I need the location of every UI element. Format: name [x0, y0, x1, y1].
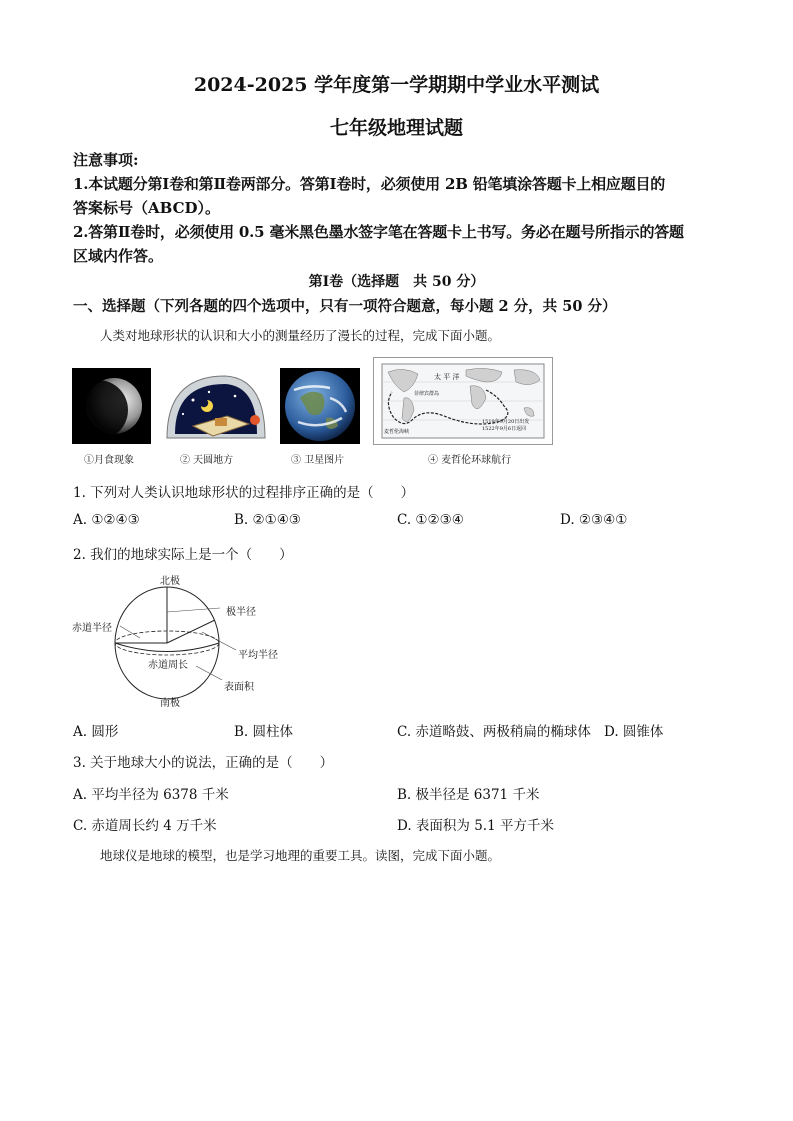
globe-mean-radius-label: 平均半径 — [238, 650, 278, 661]
q3-option-b[interactable]: B. 极半径是 6371 千米 — [397, 787, 540, 803]
intro-paragraph-2: 地球仪是地球的模型，也是学习地理的重要工具。读图，完成下面小题。 — [100, 848, 501, 863]
caption-3: ③ 卫星图片 — [291, 455, 345, 466]
question-3-stem: 3. 关于地球大小的说法，正确的是（ ） — [73, 755, 334, 771]
caption-4: ④ 麦哲伦环球航行 — [428, 455, 512, 466]
q1-option-c[interactable]: C. ①②③④ — [397, 512, 464, 528]
notice-item2-line2: 区域内作答。 — [73, 247, 164, 265]
q3-option-c[interactable]: C. 赤道周长约 4 万千米 — [73, 818, 217, 834]
notice-item1-line2: 答案标号（ABCD）。 — [73, 199, 221, 217]
q2-option-c[interactable]: C. 赤道略鼓、两极稍扁的椭球体 — [397, 724, 591, 740]
q1-option-b[interactable]: B. ②①④③ — [234, 512, 301, 528]
question-1-stem: 1. 下列对人类认识地球形状的过程排序正确的是（ ） — [73, 485, 415, 501]
exam-subtitle: 七年级地理试题 — [329, 117, 463, 139]
exam-title: 2024-2025 学年度第一学期期中学业水平测试 — [193, 74, 600, 96]
q3-option-d[interactable]: D. 表面积为 5.1 平方千米 — [397, 818, 554, 834]
q2-option-a[interactable]: A. 圆形 — [73, 724, 119, 740]
globe-diagram — [70, 570, 300, 710]
caption-2: ② 天圆地方 — [180, 455, 234, 466]
globe-south-pole-label: 南极 — [160, 698, 180, 709]
round-sky-image — [163, 368, 268, 444]
globe-north-pole-label: 北极 — [160, 576, 180, 587]
notice-heading: 注意事项: — [73, 151, 139, 169]
magellan-route-map — [373, 357, 553, 445]
q1-option-d[interactable]: D. ②③④① — [560, 512, 628, 528]
globe-equator-radius-label: 赤道半径 — [72, 623, 112, 634]
notice-item1-line1: 1.本试题分第Ⅰ卷和第Ⅱ卷两部分。答第Ⅰ卷时，必须使用 2B 铅笔填涂答题卡上相应题目的 — [73, 175, 666, 193]
map-start-label: 1519年9月20日出发 — [482, 419, 530, 425]
map-ocean-label: 太 平 洋 — [434, 373, 460, 381]
q2-option-b[interactable]: B. 圆柱体 — [234, 724, 294, 740]
notice-item2-line1: 2.答第Ⅱ卷时，必须使用 0.5 毫米黑色墨水签字笔在答题卡上书写。务必在题号所指示的答题 — [73, 223, 684, 241]
question-2-stem: 2. 我们的地球实际上是一个（ ） — [73, 547, 293, 563]
section-heading: 一、选择题（下列各题的四个选项中，只有一项符合题意，每小题 2 分，共 50 分） — [73, 298, 617, 315]
q2-option-d[interactable]: D. 圆锥体 — [604, 724, 664, 740]
map-route-label-2: 麦哲伦海峡 — [384, 429, 410, 435]
intro-paragraph-1: 人类对地球形状的认识和大小的测量经历了漫长的过程，完成下面小题。 — [100, 328, 501, 343]
volume-title: 第Ⅰ卷（选择题 共 50 分） — [308, 274, 485, 290]
lunar-eclipse-image — [72, 368, 151, 444]
globe-equator-circumference-label: 赤道周长 — [148, 660, 188, 671]
globe-polar-radius-label: 极半径 — [226, 607, 256, 618]
caption-1: ①月食现象 — [84, 455, 134, 466]
map-end-label: 1522年9月6日返回 — [482, 426, 527, 432]
q3-option-a[interactable]: A. 平均半径为 6378 千米 — [73, 787, 229, 803]
q1-option-a[interactable]: A. ①②④③ — [73, 512, 140, 528]
map-route-label-1: 菲律宾群岛 — [414, 391, 440, 397]
globe-surface-area-label: 表面积 — [224, 682, 254, 693]
satellite-earth-image — [280, 368, 360, 444]
